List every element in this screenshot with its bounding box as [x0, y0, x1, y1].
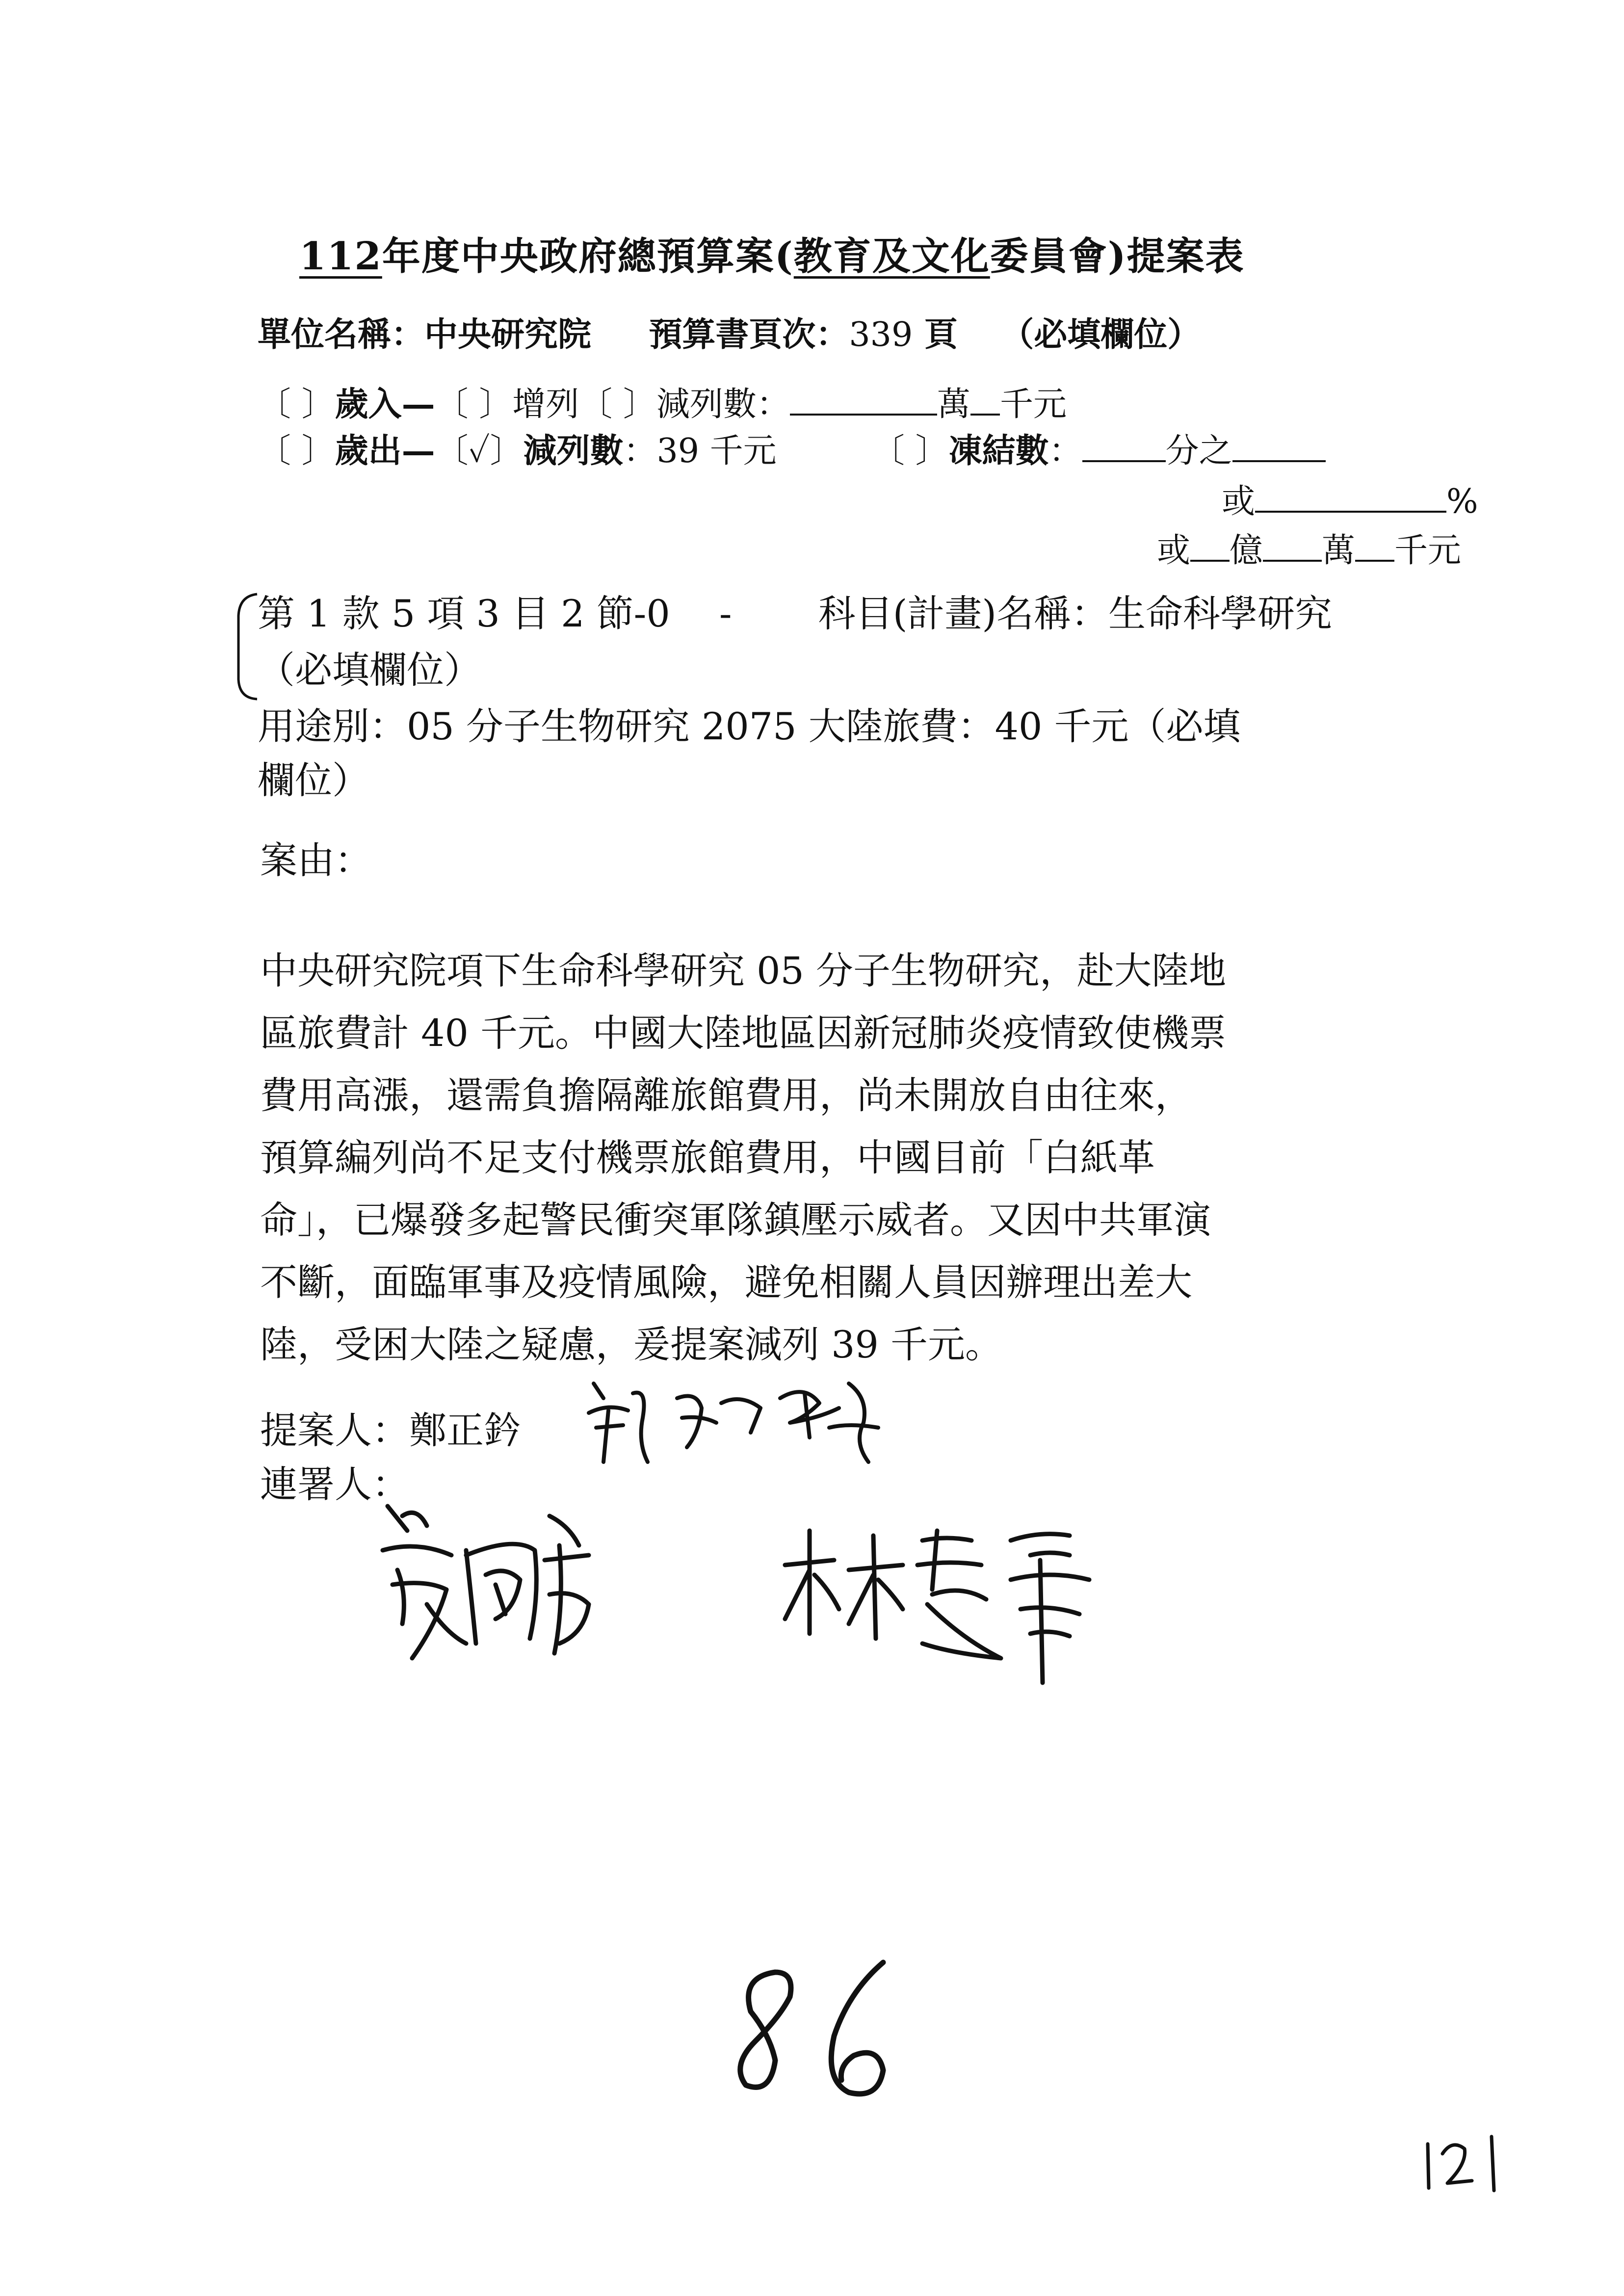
amount-blank [790, 410, 937, 416]
proposer-signature [574, 1364, 888, 1477]
increase-label: 增列 [512, 385, 579, 424]
cosigner-signature-2 [775, 1511, 1109, 1688]
proposer-line [260, 1401, 521, 1454]
fraction-label: 分之 [1165, 432, 1232, 470]
freeze-blank [1082, 456, 1166, 462]
wan-blank [1263, 556, 1322, 562]
page-label: 預算書頁次： [649, 315, 849, 354]
freeze-label: 凍結數 [948, 431, 1049, 470]
unit-required-note: （必填欄位） [1000, 315, 1201, 354]
unit-name: 中央研究院 [424, 315, 592, 354]
percent-sign: % [1446, 482, 1478, 521]
wan-label: 萬 [1322, 531, 1356, 570]
left-bracket [232, 591, 261, 702]
qian-label: 千元 [1394, 531, 1462, 570]
page-unit: 頁 [924, 315, 958, 354]
or-percent-line [1222, 475, 1478, 522]
proposer-name: 鄭正鈐 [409, 1409, 521, 1452]
yi-blank [1190, 556, 1230, 562]
expense-label: 歲出— [335, 431, 435, 470]
or-label: 或 [1222, 482, 1256, 521]
qian-label: 千元 [999, 385, 1067, 424]
revenue-label: 歲入— [335, 385, 435, 424]
or-label: 或 [1157, 531, 1191, 570]
decrease-label: 減列數： [656, 385, 790, 424]
reason-line: 中央研究院項下生命科學研究 05 分子生物研究，赴大陸地 [260, 949, 1227, 992]
reason-line: 預算編列尚不足支付機票旅館費用，中國目前「白紙革 [260, 1136, 1155, 1179]
expense-decrease-label: 減列數 [523, 431, 624, 470]
title-year: 112 [299, 234, 382, 279]
freeze-blank [1232, 456, 1326, 462]
reason-body [260, 939, 1447, 1376]
title-prefix: 年度中央政府總預算案( [382, 234, 794, 279]
form-title [299, 226, 1245, 281]
amount-blank [970, 410, 1000, 416]
proposer-label: 提案人： [260, 1409, 409, 1452]
title-committee: 教育及文化 [793, 234, 990, 279]
item-line: 第 1 款 5 項 3 目 2 節-0 - 科目(計畫)名稱：生命科學研究 [258, 592, 1333, 635]
revenue-checkbox: 〔 〕 [258, 385, 335, 424]
expense-decrease-value: ：39 千元 [623, 432, 777, 470]
expense-checkbox: 〔 〕 [258, 432, 335, 470]
qian-blank [1355, 556, 1394, 562]
revenue-line [258, 378, 1067, 425]
freeze-colon: ： [1048, 432, 1082, 470]
cosigner-label: 連署人： [260, 1462, 409, 1506]
wan-label: 萬 [937, 385, 970, 424]
corner-number-text: 121 [1418, 2129, 1419, 2130]
reason-line: 不斷，面臨軍事及疫情風險，避免相關人員因辦理出差大 [260, 1260, 1192, 1304]
usage-line-1: 用途別：05 分子生物研究 2075 大陸旅費：40 千元（必填 [258, 704, 1241, 748]
title-suffix: 委員會)提案表 [990, 234, 1245, 279]
increase-checkbox: 〔 〕 [435, 385, 513, 424]
or-amount-line [1157, 524, 1461, 572]
handwritten-corner-number [1418, 2129, 1511, 2198]
expense-line [258, 424, 1326, 472]
freeze-checkbox: 〔 〕 [871, 432, 949, 470]
reason-line: 區旅費計 40 千元。中國大陸地區因新冠肺炎疫情致使機票 [260, 1011, 1227, 1055]
expense-decrease-checkbox: 〔✓〕 [435, 432, 524, 470]
decrease-checkbox: 〔 〕 [579, 385, 656, 424]
item-required-note: （必填欄位） [258, 648, 481, 692]
reason-line: 陸，受困大陸之疑慮，爰提案減列 39 千元。 [260, 1323, 1003, 1366]
yi-label: 億 [1230, 531, 1263, 570]
cosigner-signature-1 [373, 1496, 599, 1673]
percent-blank [1255, 507, 1446, 513]
unit-label: 單位名稱： [258, 315, 425, 354]
reason-line: 費用高漲，還需負擔隔離旅館費用，尚未開放自由往來， [260, 1073, 1192, 1117]
unit-line [258, 308, 1201, 356]
reason-line: 命」，已爆發多起警民衝突軍隊鎮壓示威者。又因中共軍演 [260, 1198, 1211, 1242]
usage-line-2: 欄位） [258, 758, 369, 802]
handwritten-page-mark [721, 1953, 908, 2110]
reason-label: 案由： [260, 838, 372, 882]
page-number: 339 [849, 315, 913, 354]
